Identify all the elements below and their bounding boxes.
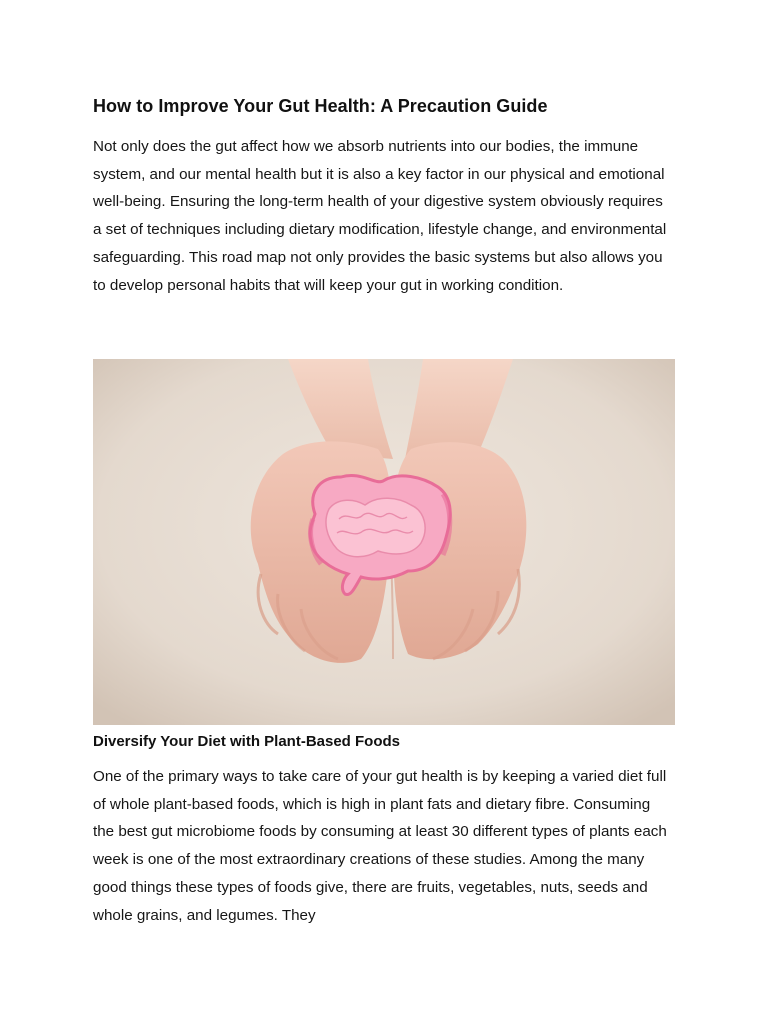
article-title: How to Improve Your Gut Health: A Precaution Guide <box>93 96 548 116</box>
section-body: One of the primary ways to take care of your gut health is by keeping a varied diet full of whole plant-based foods, which is high in plant fats and dietary fibre. Consuming the best gut microbiome foods by consuming at least 30 different types of plants each week is one of the most extraordinary creations of these studies. Among the many good things these types of foods give, there are fruits, vegetables, nuts, seeds and whole grains, and legumes. They <box>93 768 667 924</box>
intro-paragraph: Not only does the gut affect how we absorb nutrients into our bodies, the immune system, and our mental health but it is also a key factor in our physical and emotional well-being. Ensuring the long-term health of your digestive system obviously requires a set of techniques including dietary modification, lifestyle change, and environmental safeguarding. This road map not only provides the basic systems but also allows you to develop personal habits that will keep your gut in working condition. <box>93 138 667 294</box>
article <box>93 94 675 924</box>
hero-image <box>93 359 675 725</box>
section-heading: Diversify Your Diet with Plant-Based Foods <box>93 733 401 750</box>
